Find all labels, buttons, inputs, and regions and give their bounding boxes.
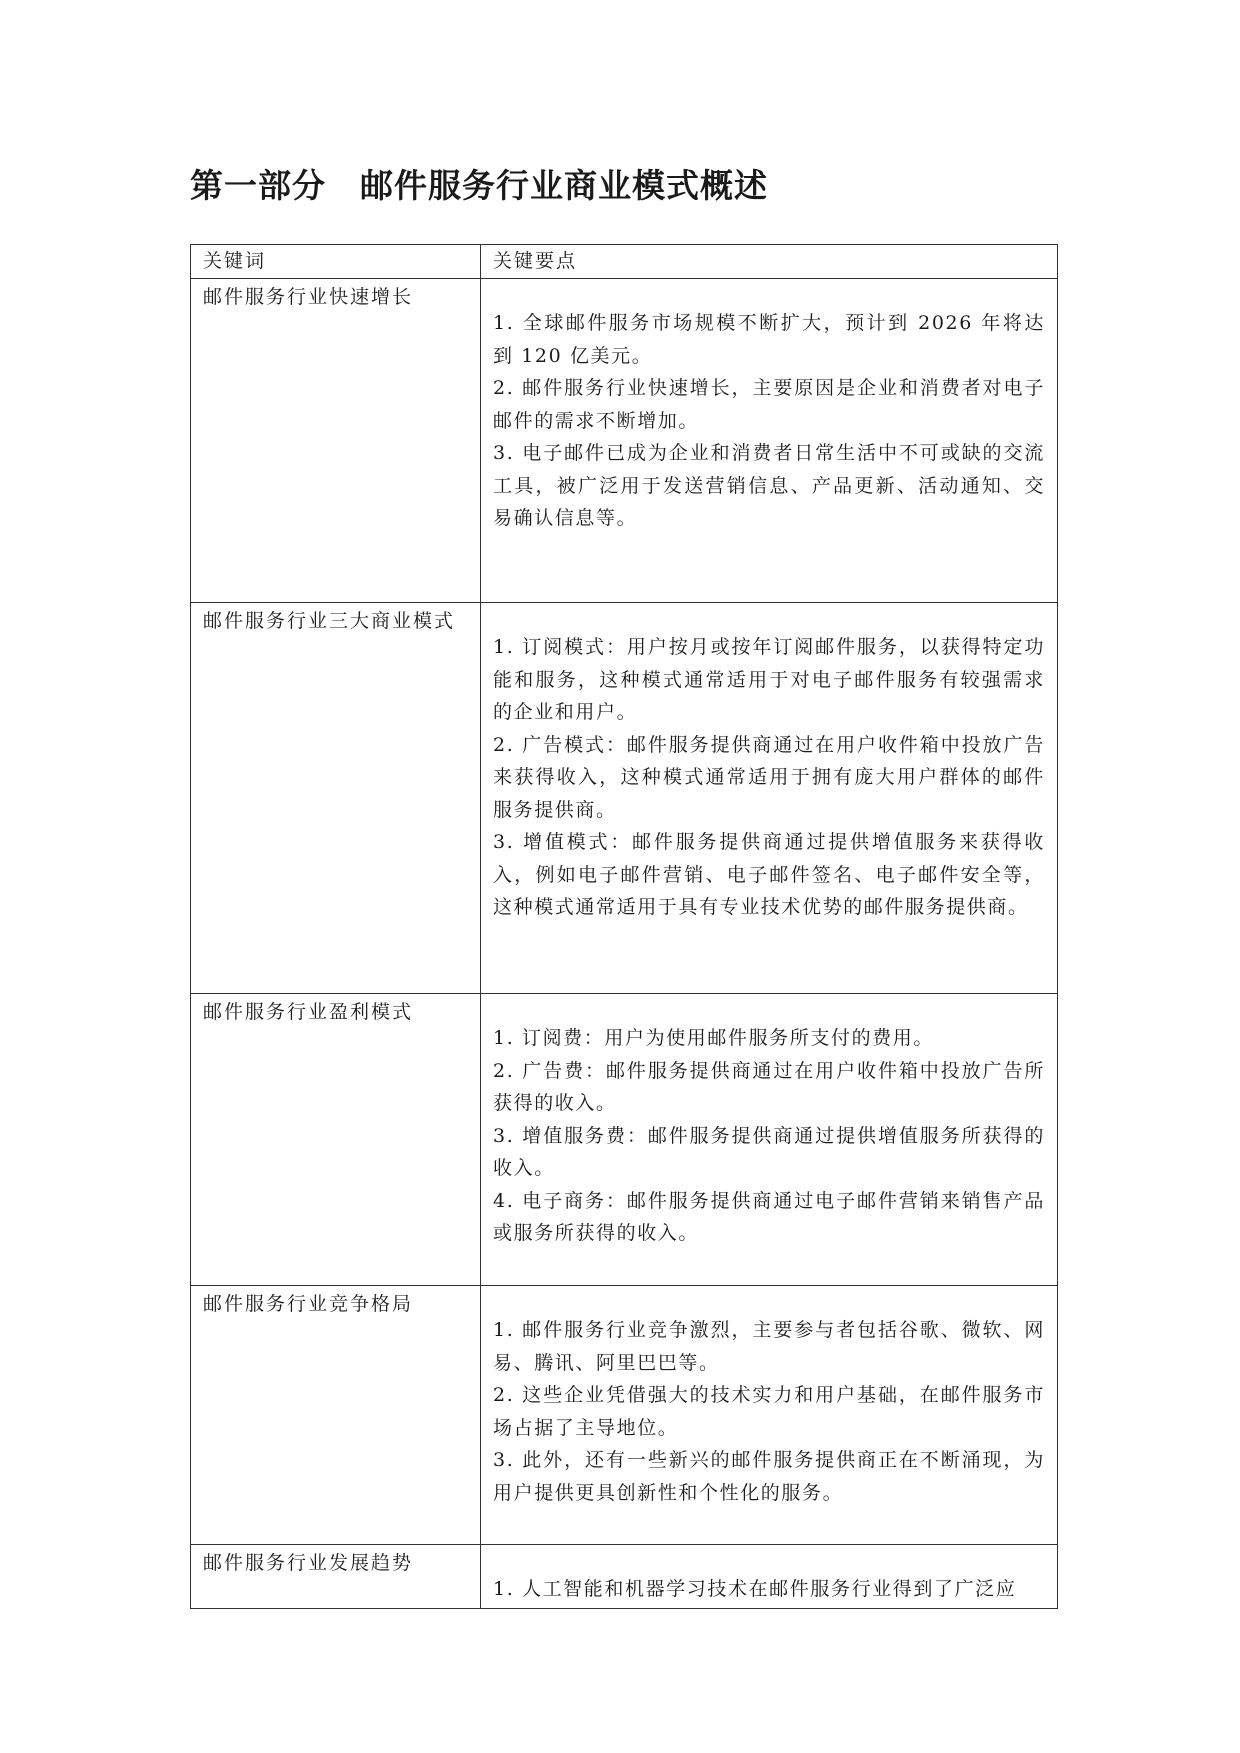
point-item: 3. 电子邮件已成为企业和消费者日常生活中不可或缺的交流工具，被广泛用于发送营销信息、产品更新、活动通知、交易确认信息等。 <box>493 442 1045 529</box>
table-row <box>191 279 1058 603</box>
points-cell <box>481 603 1058 994</box>
table-header-row <box>191 245 1058 279</box>
point-item: 1. 全球邮件服务市场规模不断扩大，预计到 2026 年将达到 120 亿美元。 <box>493 312 1045 367</box>
keyword-table <box>190 244 1058 1609</box>
point-item: 3. 增值模式：邮件服务提供商通过提供增值服务来获得收入，例如电子邮件营销、电子邮件签名、电子邮件安全等，这种模式通常适用于具有专业技术优势的邮件服务提供商。 <box>493 831 1045 918</box>
points-cell <box>481 1286 1058 1545</box>
table-row <box>191 603 1058 994</box>
point-item: 2. 广告费：邮件服务提供商通过在用户收件箱中投放广告所获得的收入。 <box>493 1059 1045 1114</box>
table-row <box>191 1545 1058 1609</box>
keyword-cell: 邮件服务行业竞争格局 <box>191 1286 481 1545</box>
point-item: 1. 订阅模式：用户按月或按年订阅邮件服务，以获得特定功能和服务，这种模式通常适用于对电子邮件服务有较强需求的企业和用户。 <box>493 636 1045 723</box>
points-cell <box>481 1545 1058 1609</box>
header-keyword: 关键词 <box>191 245 481 279</box>
table-row <box>191 1286 1058 1545</box>
header-key-points: 关键要点 <box>481 245 1058 279</box>
point-item: 3. 此外，还有一些新兴的邮件服务提供商正在不断涌现，为用户提供更具创新性和个性化的服务。 <box>493 1449 1045 1504</box>
keyword-cell: 邮件服务行业盈利模式 <box>191 994 481 1286</box>
point-item: 2. 广告模式：邮件服务提供商通过在用户收件箱中投放广告来获得收入，这种模式通常适用于拥有庞大用户群体的邮件服务提供商。 <box>493 733 1045 821</box>
point-item: 3. 增值服务费：邮件服务提供商通过提供增值服务所获得的收入。 <box>493 1124 1045 1179</box>
point-item: 1. 订阅费：用户为使用邮件服务所支付的费用。 <box>493 1027 934 1049</box>
keyword-cell: 邮件服务行业三大商业模式 <box>191 603 481 994</box>
points-cell <box>481 994 1058 1286</box>
point-item: 2. 这些企业凭借强大的技术实力和用户基础，在邮件服务市场占据了主导地位。 <box>493 1384 1045 1439</box>
point-item: 4. 电子商务：邮件服务提供商通过电子邮件营销来销售产品或服务所获得的收入。 <box>493 1189 1045 1244</box>
points-cell <box>481 279 1058 603</box>
keyword-cell: 邮件服务行业发展趋势 <box>191 1545 481 1609</box>
point-item: 1. 人工智能和机器学习技术在邮件服务行业得到了广泛应 <box>493 1578 1017 1600</box>
table-row <box>191 994 1058 1286</box>
point-item: 1. 邮件服务行业竞争激烈，主要参与者包括谷歌、微软、网易、腾讯、阿里巴巴等。 <box>493 1319 1045 1374</box>
page-title: 第一部分 邮件服务行业商业模式概述 <box>190 166 768 205</box>
point-item: 2. 邮件服务行业快速增长，主要原因是企业和消费者对电子邮件的需求不断增加。 <box>493 377 1045 432</box>
keyword-cell: 邮件服务行业快速增长 <box>191 279 481 603</box>
